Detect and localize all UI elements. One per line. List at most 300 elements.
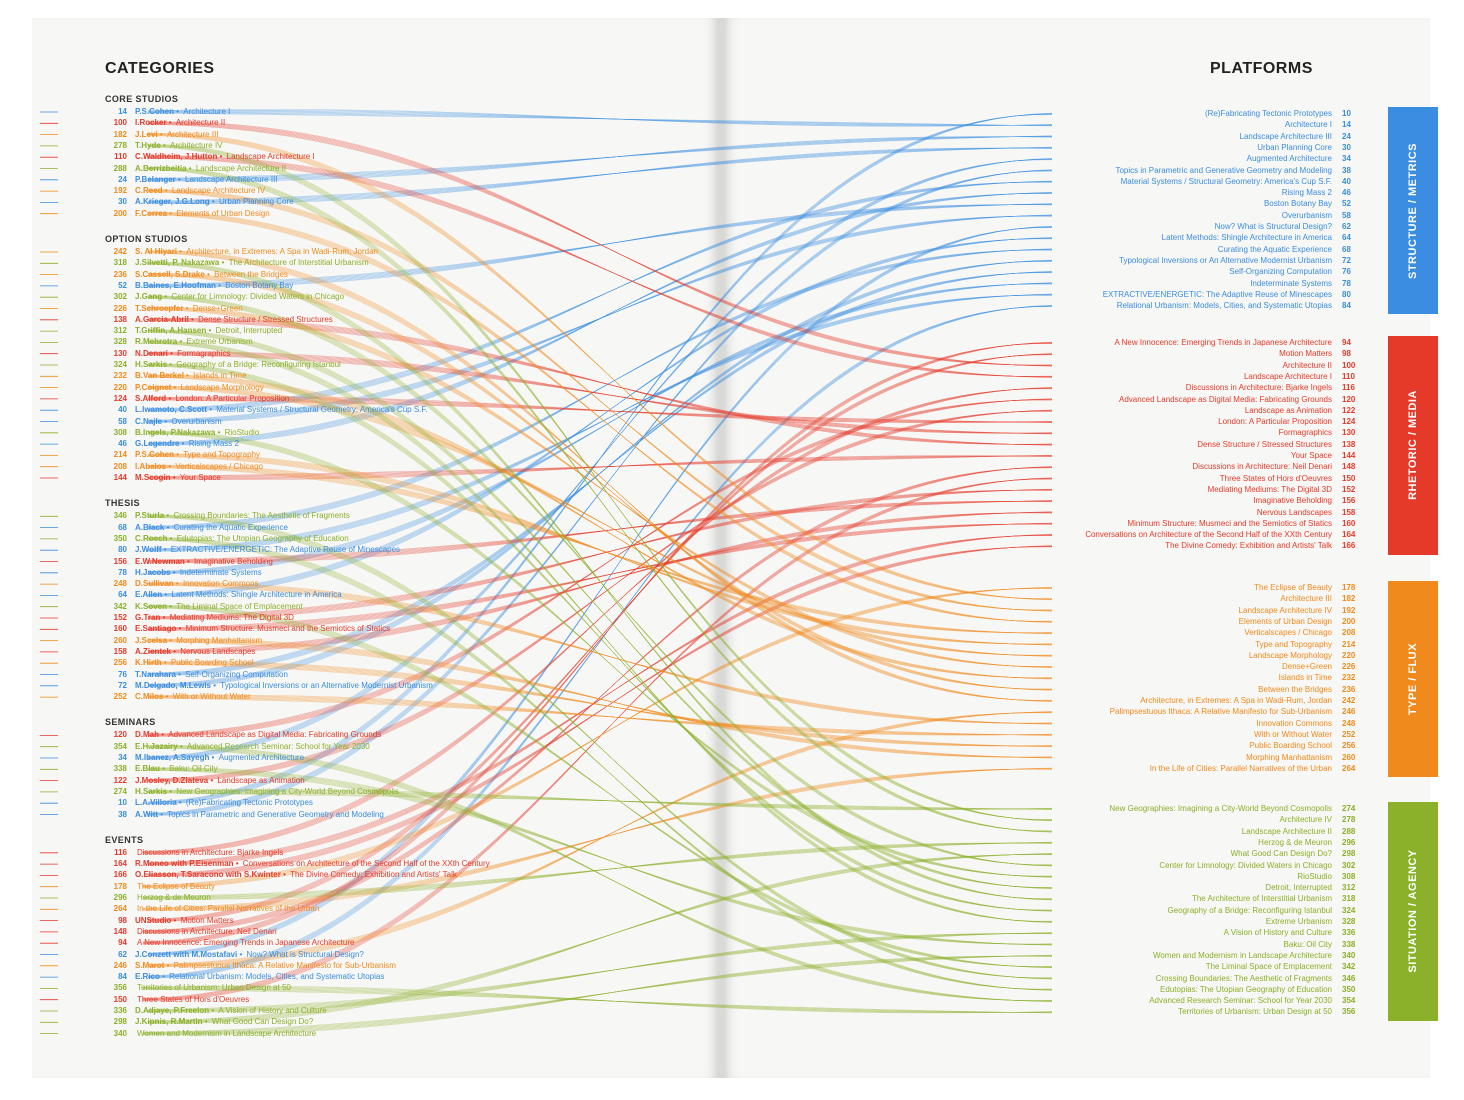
platform-item-number: 158: [1342, 507, 1356, 517]
category-title: RioStudio: [224, 427, 260, 437]
category-platform-number: 84: [118, 972, 127, 982]
bullet-separator: •: [176, 624, 184, 634]
category-title: Curating the Aquatic Experience: [173, 522, 288, 532]
platform-row[interactable]: [64, 974, 1364, 984]
platform-row[interactable]: [64, 245, 1364, 255]
platform-item-number: 328: [1342, 917, 1356, 926]
category-title: Islands in Time: [193, 371, 247, 381]
platform-row[interactable]: [64, 120, 1364, 130]
category-title: Detroit, Interrupted: [215, 326, 283, 336]
platform-row[interactable]: [64, 1007, 1364, 1017]
category-author: P.Coignet: [135, 382, 172, 392]
platform-item-title: Detroit, Interrupted: [1265, 883, 1332, 893]
category-title: Architecture III: [166, 129, 219, 139]
category-platform-number: 328: [113, 337, 127, 347]
platform-row[interactable]: [64, 962, 1364, 972]
platform-item-title: Self-Organizing Computation: [1229, 267, 1332, 277]
category-title: (Re)Fabricating Tectonic Prototypes: [185, 798, 313, 808]
category-title: Motion Matters: [180, 915, 234, 925]
platform-item-title: Type and Topography: [1255, 639, 1332, 649]
platform-row[interactable]: [64, 849, 1364, 859]
platform-item-title: Dense+Green: [1281, 662, 1332, 672]
platform-item-number: 130: [1342, 428, 1356, 438]
platform-row[interactable]: [64, 673, 1364, 683]
category-row[interactable]: [72, 568, 262, 578]
category-platform-number: 336: [113, 1006, 127, 1015]
category-author: N.Denari: [135, 348, 168, 358]
category-author: S.Alford: [135, 393, 167, 403]
category-platform-number: 166: [113, 870, 127, 880]
category-title: Dense+Green: [192, 303, 243, 313]
platform-row[interactable]: [64, 154, 1364, 164]
platform-row[interactable]: [64, 109, 1364, 119]
platform-item-title: What Good Can Design Do?: [1230, 849, 1332, 859]
platform-row[interactable]: [64, 496, 1364, 509]
category-author: D.Mah: [135, 730, 159, 740]
platform-row[interactable]: [64, 428, 1364, 438]
category-platform-number: 200: [113, 208, 127, 218]
platform-row[interactable]: [64, 872, 1364, 882]
platform-item-number: 38: [1342, 165, 1351, 175]
category-platform-number: 220: [113, 382, 127, 392]
category-author: A.Witt: [135, 809, 159, 819]
bullet-separator: •: [183, 371, 192, 381]
category-row[interactable]: [72, 315, 333, 325]
platform-row[interactable]: [64, 719, 1364, 729]
bullet-separator: •: [164, 960, 172, 970]
category-platform-number: 14: [118, 107, 127, 116]
category-title: Center for Limnology: Divided Waters in Chicago: [171, 292, 345, 302]
category-title: Self-Organizing Computation: [185, 669, 288, 679]
category-author: M.Scogin: [135, 473, 171, 482]
category-author: E.Blau: [135, 764, 160, 774]
platform-item-number: 278: [1342, 815, 1356, 825]
platform-item-number: 242: [1342, 696, 1356, 705]
category-platform-number: 342: [113, 601, 127, 611]
bullet-separator: •: [173, 579, 181, 589]
category-platform-number: 252: [113, 692, 127, 702]
category-platform-number: 156: [113, 556, 127, 566]
platform-item-title: Landscape Architecture II: [1241, 826, 1332, 836]
bullet-separator: •: [233, 859, 241, 869]
bullet-separator: •: [217, 152, 225, 162]
category-author: T.Griffin, A.Hansen: [135, 326, 207, 336]
bullet-separator: •: [215, 280, 224, 290]
category-author: UNStudio: [135, 915, 172, 925]
platform-item-number: 84: [1342, 301, 1351, 311]
bullet-separator: •: [179, 439, 187, 449]
category-platform-number: 116: [114, 847, 127, 857]
platform-item-title: The Architecture of Interstitial Urbanism: [1191, 894, 1332, 904]
platform-item-title: Territories of Urbanism: Urban Design at 50: [1178, 1007, 1332, 1017]
category-title: Minimum Structure: Musmeci and the Semiotics of Statics: [185, 624, 391, 634]
platform-row[interactable]: [64, 996, 1364, 1006]
category-author: R.Mehrotra: [135, 337, 178, 347]
platform-row[interactable]: [64, 741, 1364, 751]
bullet-separator: •: [160, 613, 168, 622]
platform-row[interactable]: [64, 395, 1364, 405]
category-row[interactable]: [72, 787, 399, 797]
platform-item-title: Augmented Architecture: [1246, 154, 1332, 164]
category-author: G.Legendre: [135, 439, 180, 449]
category-title: Relational Urbanism: Models, Cities, and Systematic Utopias: [169, 972, 385, 982]
category-title: Landscape as Animation: [217, 775, 305, 785]
bullet-separator: •: [177, 741, 185, 751]
platform-item-number: 296: [1342, 837, 1356, 847]
platform-item-number: 14: [1342, 120, 1351, 130]
category-title: Landscape Architecture I: [226, 152, 315, 162]
category-title: Architecture, in Extremes: A Spa in Wadi-Rum, Jordan: [186, 247, 378, 256]
platform-row[interactable]: [64, 951, 1364, 961]
category-platform-number: 232: [113, 371, 127, 381]
category-platform-number: 30: [118, 197, 127, 207]
platform-item-title: Overurbanism: [1281, 210, 1332, 220]
platform-item-title: In the Life of Cities: Parallel Narratives of the Urban: [1149, 763, 1332, 773]
category-title: Boston Botany Bay: [225, 280, 294, 290]
platform-row[interactable]: [64, 815, 1364, 825]
platform-row[interactable]: [64, 417, 1364, 427]
category-platform-number: 148: [113, 926, 127, 936]
category-platform-number: 78: [118, 567, 127, 577]
platforms-heading: PLATFORMS: [1210, 60, 1313, 77]
platform-row[interactable]: [64, 530, 1364, 540]
platform-row[interactable]: [64, 519, 1364, 529]
platform-row[interactable]: [64, 507, 1364, 521]
platform-row[interactable]: [64, 256, 1364, 266]
category-row[interactable]: [72, 1017, 313, 1027]
platform-item-title: Women and Modernism in Landscape Architecture: [1152, 950, 1332, 960]
category-title: Architecture IV: [170, 140, 223, 150]
section-heading: THESIS: [105, 498, 140, 509]
platform-item-title: Urban Planning Core: [1257, 142, 1332, 152]
platform-row[interactable]: [64, 753, 1364, 763]
platform-row[interactable]: [64, 233, 1364, 243]
category-author: J.Levi: [135, 129, 158, 139]
platform-item-number: 338: [1342, 939, 1356, 949]
category-author: C.Waldheim, J.Hutton: [135, 152, 218, 162]
category-row[interactable]: [72, 557, 273, 567]
category-title: Geography of a Bridge: Reconfiguring Istanbul: [176, 360, 341, 369]
platform-item-number: 72: [1342, 255, 1351, 265]
platform-item-title: Typological Inversions or An Alternative Modernist Urbanism: [1119, 255, 1332, 265]
platform-row[interactable]: [64, 462, 1364, 472]
platform-row[interactable]: [64, 583, 1364, 593]
platform-item-number: 40: [1342, 176, 1351, 186]
platform-item-number: 150: [1342, 473, 1356, 483]
platform-row[interactable]: [64, 985, 1364, 995]
platform-row[interactable]: [64, 174, 1364, 187]
platform-row[interactable]: [64, 188, 1364, 198]
category-author: J.Scelsa: [135, 635, 168, 645]
platform-item-title: Mediating Mediums: The Digital 3D: [1207, 484, 1332, 494]
platform-row[interactable]: [64, 594, 1364, 604]
category-platform-number: 120: [113, 730, 127, 740]
platform-row[interactable]: [64, 129, 1364, 142]
platform-item-number: 138: [1342, 439, 1356, 449]
category-author: C.Milos: [135, 692, 164, 702]
platform-row[interactable]: [64, 804, 1364, 814]
platform-item-number: 94: [1342, 338, 1351, 347]
bullet-separator: •: [170, 473, 178, 482]
category-title: Topics in Parametric and Generative Geometry and Modeling: [167, 809, 384, 819]
platform-row[interactable]: [64, 764, 1364, 774]
category-platform-number: 298: [113, 1017, 127, 1027]
platform-row[interactable]: [64, 685, 1364, 695]
platform-row[interactable]: [64, 440, 1364, 450]
platform-item-title: A Vision of History and Culture: [1223, 928, 1332, 938]
bullet-separator: •: [163, 692, 171, 702]
platform-item-title: Architecture IV: [1279, 815, 1332, 825]
bullet-separator: •: [162, 590, 170, 600]
platform-item-number: 342: [1342, 962, 1356, 972]
bullet-separator: •: [159, 972, 168, 982]
platform-item-number: 148: [1342, 462, 1356, 472]
category-platform-number: 354: [113, 741, 127, 751]
platform-row[interactable]: [64, 541, 1364, 551]
platform-row[interactable]: [64, 485, 1364, 495]
bullet-separator: •: [202, 1017, 210, 1027]
platform-item-title: Edutopias: The Utopian Geography of Education: [1160, 984, 1332, 994]
platform-item-title: Landscape as Animation: [1244, 405, 1332, 415]
platform-item-title: Dense Structure / Stressed Structures: [1197, 439, 1332, 449]
platform-row[interactable]: [64, 372, 1364, 382]
platform-row[interactable]: [64, 651, 1364, 661]
category-title: Type and Topography: [183, 450, 261, 460]
platform-item-title: Curating the Aquatic Experience: [1217, 244, 1332, 254]
category-platform-number: 62: [118, 949, 127, 959]
category-author: I.Rocker: [135, 118, 167, 128]
platform-item-title: Advanced Landscape as Digital Media: Fabricating Grounds: [1118, 394, 1332, 404]
category-author: L.A.Villoria: [135, 798, 177, 808]
bullet-separator: •: [159, 764, 168, 774]
platform-item-title: Three States of Hors d'Oeuvres: [1219, 473, 1332, 483]
category-row[interactable]: [72, 776, 305, 786]
category-row[interactable]: [72, 1029, 316, 1039]
platform-row[interactable]: [64, 140, 1364, 153]
platform-row[interactable]: [64, 894, 1364, 904]
platform-category-bar: [1388, 336, 1438, 555]
category-author: A.Zientek: [135, 646, 172, 656]
platform-row[interactable]: [64, 928, 1364, 938]
platform-item-title: Landscape Architecture I: [1243, 371, 1332, 381]
category-platform-number: 124: [113, 393, 127, 403]
platform-row[interactable]: [64, 917, 1364, 927]
platform-row[interactable]: [64, 940, 1364, 950]
bullet-separator: •: [166, 393, 174, 403]
platform-item-number: 76: [1342, 267, 1351, 277]
category-title: London: A Particular Proposition: [175, 393, 290, 403]
category-author: A.Garcia-Abril: [135, 314, 189, 324]
platform-item-number: 324: [1342, 905, 1356, 915]
category-platform-number: 264: [113, 904, 127, 914]
category-author: E.H.Jazairy: [135, 741, 178, 751]
platform-item-number: 144: [1342, 451, 1356, 460]
platform-item-number: 312: [1342, 883, 1356, 893]
platform-row[interactable]: [64, 827, 1364, 837]
category-platform-number: 214: [113, 450, 127, 460]
category-platform-number: 40: [118, 405, 127, 415]
category-title: Palimpsestuous Ithaca: A Relative Manifesto for Sub-Urbanism: [173, 960, 396, 970]
book-spread: [32, 18, 1430, 1078]
category-title: Herzog & de Meuron: [137, 893, 211, 902]
category-title: Landscape Architecture III: [185, 174, 278, 184]
category-platform-number: 138: [113, 314, 127, 324]
platform-row[interactable]: [64, 730, 1364, 740]
category-title: Conversations on Architecture of the Second Half of the XXth Century: [242, 859, 490, 869]
category-platform-number: 64: [118, 590, 127, 600]
category-author: S.Cassell, S.Drake: [135, 269, 205, 279]
bullet-separator: •: [158, 809, 166, 819]
platform-row[interactable]: [64, 163, 1364, 176]
category-author: F.Correa: [135, 208, 168, 218]
bullet-separator: •: [160, 140, 169, 150]
platform-item-number: 274: [1342, 804, 1356, 813]
category-title: Elements of Urban Design: [176, 208, 270, 218]
category-title: Innovation Commons: [182, 579, 259, 589]
platform-row[interactable]: [64, 640, 1364, 650]
platform-row[interactable]: [64, 451, 1364, 461]
platform-item-title: Landscape Morphology: [1248, 650, 1332, 660]
platform-item-number: 10: [1342, 109, 1351, 118]
category-title: Baku: Oil City: [169, 764, 218, 774]
category-author: B.Baines, E.Hoofman: [135, 280, 216, 290]
platform-item-number: 68: [1342, 244, 1351, 254]
category-title: Three States of Hors d'Oeuvres: [137, 994, 250, 1004]
category-title: Edutopias: The Utopian Geography of Education: [176, 533, 349, 543]
platform-item-title: Between the Bridges: [1258, 684, 1332, 694]
platform-row[interactable]: [64, 349, 1364, 359]
category-author: P.Belanger: [135, 174, 176, 184]
platform-item-number: 182: [1342, 594, 1356, 604]
platform-category-label: TYPE / FLUX: [1407, 642, 1419, 716]
platform-item-number: 246: [1342, 707, 1356, 717]
category-title: Crossing Boundaries: The Aesthetic of Fragments: [173, 511, 350, 521]
category-platform-number: 110: [114, 152, 127, 162]
category-author: J.Gang: [135, 292, 163, 302]
category-author: A.Black: [135, 522, 165, 532]
bullet-separator: •: [159, 730, 167, 740]
category-author: H.Sarkis: [135, 360, 168, 369]
platform-row[interactable]: [64, 290, 1364, 300]
platform-item-title: Nervous Landscapes: [1256, 507, 1332, 517]
platform-item-title: Discussions in Architecture: Neil Denari: [1192, 462, 1332, 472]
platform-row[interactable]: [64, 301, 1364, 311]
platform-category-label: SITUATION / AGENCY: [1407, 849, 1419, 973]
category-title: Mediating Mediums: The Digital 3D: [169, 613, 294, 622]
platform-row[interactable]: [64, 628, 1364, 638]
bullet-separator: •: [186, 163, 194, 173]
category-title: Architecture II: [175, 118, 226, 128]
category-title: Extreme Urbanism: [186, 337, 253, 347]
category-platform-number: 248: [113, 579, 127, 589]
category-platform-number: 208: [113, 461, 127, 471]
platform-item-number: 346: [1342, 973, 1356, 983]
bullet-separator: •: [162, 292, 170, 302]
category-author: S.Marot: [135, 960, 165, 970]
bullet-separator: •: [173, 107, 182, 116]
platform-row[interactable]: [64, 338, 1364, 348]
platform-item-number: 336: [1342, 928, 1356, 938]
category-title: Rising Mass 2: [188, 439, 239, 449]
category-author: O.Eliasson, T.Saracono with S.Kwinter: [135, 870, 281, 880]
platform-row[interactable]: [64, 222, 1364, 232]
bullet-separator: •: [167, 601, 175, 611]
platform-row[interactable]: [64, 406, 1364, 416]
platform-item-title: Architecture I: [1284, 120, 1332, 130]
category-author: E.Rico: [135, 972, 160, 982]
bullet-separator: •: [208, 775, 216, 785]
bullet-separator: •: [166, 461, 174, 471]
category-platform-number: 158: [113, 646, 127, 656]
platform-row[interactable]: [64, 267, 1364, 277]
category-title: Now? What is Structural Design?: [246, 949, 364, 959]
category-platform-number: 160: [113, 624, 127, 634]
platform-row[interactable]: [64, 838, 1364, 848]
category-platform-number: 260: [113, 635, 127, 645]
platform-item-number: 166: [1342, 541, 1356, 551]
platform-item-title: The Liminal Space of Emplacement: [1205, 962, 1332, 972]
category-title: In the Life of Cities: Parallel Narratives of the Urban: [137, 904, 320, 914]
platform-row[interactable]: [64, 883, 1364, 893]
platform-row[interactable]: [64, 279, 1364, 289]
category-platform-number: 52: [118, 280, 127, 290]
bullet-separator: •: [167, 360, 175, 369]
platform-category-bar: [1388, 107, 1438, 314]
category-title: Indeterminate Systems: [179, 567, 262, 577]
platform-row[interactable]: [64, 199, 1364, 209]
platform-item-number: 30: [1342, 142, 1351, 152]
category-platform-number: 288: [113, 163, 127, 173]
platform-item-title: Relational Urbanism: Models, Cities, and Systematic Utopias: [1116, 301, 1332, 311]
category-title: Public Boarding School: [170, 658, 254, 668]
category-title: Women and Modernism in Landscape Architecture: [137, 1028, 317, 1038]
platform-item-number: 164: [1342, 530, 1356, 540]
platform-row[interactable]: [64, 208, 1364, 221]
platform-row[interactable]: [64, 361, 1364, 371]
platform-row[interactable]: [64, 696, 1364, 706]
platform-row[interactable]: [64, 606, 1364, 616]
platform-item-title: Topics in Parametric and Generative Geometry and Modeling: [1115, 165, 1332, 175]
platform-row[interactable]: [64, 906, 1364, 916]
platform-item-title: Geography of a Bridge: Reconfiguring Istanbul: [1167, 905, 1332, 915]
category-platform-number: 350: [113, 533, 127, 543]
platform-item-title: Center for Limnology: Divided Waters in Chicago: [1159, 860, 1332, 870]
platform-row[interactable]: [64, 617, 1364, 627]
category-platform-number: 308: [113, 427, 127, 437]
platform-row[interactable]: [64, 474, 1364, 484]
platform-row[interactable]: [64, 861, 1364, 871]
category-platform-number: 178: [113, 881, 127, 891]
platform-row[interactable]: [64, 707, 1364, 717]
platform-item-number: 236: [1342, 684, 1356, 694]
category-author: A.Krieger, J.G.Long: [135, 197, 210, 207]
platform-row[interactable]: [64, 383, 1364, 393]
bullet-separator: •: [176, 247, 185, 256]
platform-item-number: 58: [1342, 210, 1351, 220]
category-author: L.Iwamoto, C.Scott: [135, 405, 207, 415]
category-author: T.Narahara: [135, 669, 176, 679]
platform-item-number: 288: [1342, 826, 1356, 836]
category-platform-number: 34: [118, 753, 127, 762]
section-heading: SEMINARS: [105, 717, 156, 728]
platform-item-title: Conversations on Architecture of the Second Half of the XXth Century: [1085, 530, 1332, 540]
platform-row[interactable]: [64, 662, 1364, 672]
platform-item-number: 200: [1342, 616, 1356, 626]
category-row[interactable]: [72, 326, 282, 336]
category-author: R.Moneo with P.Eisenman: [135, 859, 234, 869]
platform-item-title: Herzog & de Meuron: [1258, 837, 1332, 847]
category-platform-number: 10: [118, 798, 127, 808]
